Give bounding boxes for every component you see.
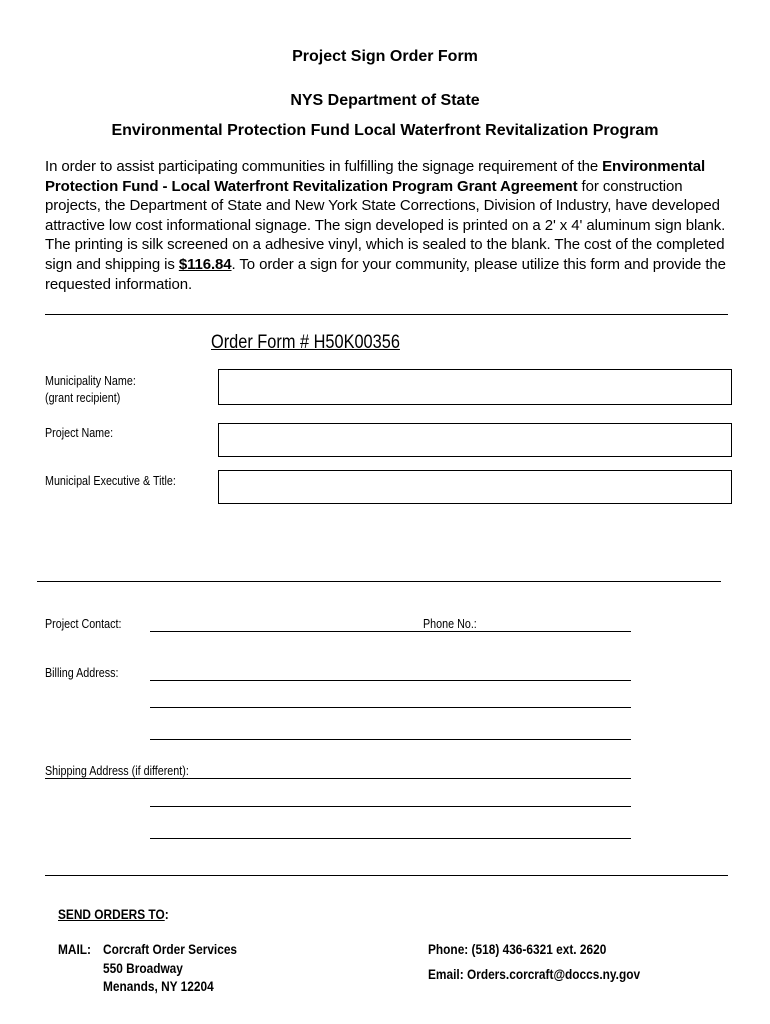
department-heading: NYS Department of State — [290, 92, 480, 109]
shipping-address-line-2[interactable] — [150, 806, 631, 807]
order-form-number: Order Form # H50K00356 — [211, 332, 400, 353]
send-orders-title: SEND ORDERS TO — [58, 907, 165, 922]
billing-address-line-2[interactable] — [150, 707, 631, 708]
program-heading: Environmental Protection Fund Local Waterfront Revitalization Program — [111, 122, 659, 139]
executive-input[interactable] — [218, 470, 732, 504]
phone-label: Phone No.: — [423, 617, 477, 631]
shipping-address-line-3[interactable] — [150, 838, 631, 839]
intro-agreement-name: Environmental Protection Fund - Local Waterfront Revitalization Program Grant Agreement — [45, 158, 706, 195]
shipping-address-label: Shipping Address (if different): — [45, 764, 189, 778]
billing-address-line-3[interactable] — [150, 739, 631, 740]
intro-text-3: . To order a sign for your community, please utilize this form and provide the requested information. — [45, 255, 726, 293]
footer-divider — [45, 875, 728, 876]
intro-text-2: for construction projects, the Department of State and New York State Corrections, Division of Industry, have developed attractive low cost informational signage. The sign developed is printed on a 2' x 4' aluminum sign blank. The printing is silk screened on a adhesive vinyl, which is sealed to the blank. The cost of the completed sign and shipping is — [45, 177, 726, 273]
billing-address-label: Billing Address: — [45, 666, 119, 680]
municipality-label: Municipality Name: — [45, 374, 136, 388]
mail-address-line-3: Menands, NY 12204 — [103, 979, 214, 994]
project-contact-label: Project Contact: — [45, 617, 122, 631]
project-name-label: Project Name: — [45, 426, 114, 440]
mail-label: MAIL: — [58, 942, 91, 957]
billing-address-line-1[interactable] — [150, 680, 631, 681]
shipping-address-line-1[interactable] — [45, 778, 631, 779]
page-title: Project Sign Order Form — [292, 48, 478, 65]
send-orders-heading — [58, 905, 169, 924]
mail-address-line-2: 550 Broadway — [103, 961, 183, 976]
sign-price: $116.84 — [178, 255, 232, 273]
order-phone: Phone: (518) 436-6321 ext. 2620 — [428, 942, 607, 957]
municipality-sublabel: (grant recipient) — [45, 391, 121, 405]
intro-paragraph — [45, 157, 735, 294]
section-divider — [37, 581, 721, 582]
executive-label: Municipal Executive & Title: — [45, 474, 176, 488]
municipality-input[interactable] — [218, 369, 732, 405]
intro-divider — [45, 314, 728, 315]
project-name-input[interactable] — [218, 423, 732, 457]
project-contact-line[interactable] — [150, 631, 631, 632]
order-email[interactable]: Email: Orders.corcraft@doccs.ny.gov — [428, 967, 641, 982]
send-orders-colon: : — [164, 907, 169, 922]
intro-text-1: In order to assist participating communities in fulfilling the signage requirement of the — [45, 158, 603, 175]
mail-address-line-1: Corcraft Order Services — [103, 942, 238, 957]
